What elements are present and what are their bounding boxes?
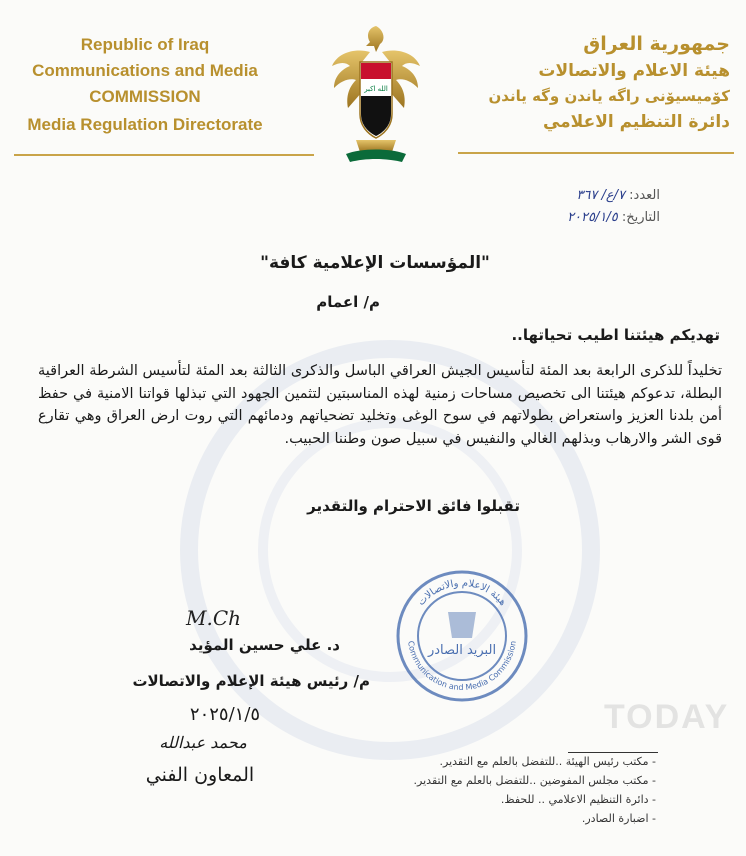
watermark-text: TODAY <box>604 698 730 736</box>
signatory-title: م/ رئيس هيئة الإعلام والاتصالات <box>132 672 370 690</box>
body-paragraph: تخليداً للذكرى الرابعة بعد المئة لتأسيس الجيش العراقي الباسل والذكرى الثالثة بعد المئة لتأسيس الشرطة العراقية البطلة، تدعوكم هيئتنا الى تخصيص مساحات زمنية لهذه المناسبتين لتثمين الجهود التي تبذلها قواتنا الامنية في حفظ أمن بلدنا العزيز واستعراض بطولاتهم في سوح الوغى وتخليد تضحياتهم ودمائهم التي روت ارض العراق وهي تقارع قوى الشر والارهاب وبذلهم الغالي والنفيس في سبيل صون وطننا الحبيب. <box>38 363 722 447</box>
ref-date-label: التاريخ: <box>621 210 660 225</box>
ref-date-value: ٢٠٢٥/١/٥ <box>567 210 618 225</box>
handwritten-date: ٢٠٢٥/١/٥ <box>189 704 261 725</box>
svg-text:الله اكبر: الله اكبر <box>364 85 388 93</box>
cc-item: - مكتب مجلس المفوضين ..للتفضل بالعلم مع التقدير. <box>413 774 656 787</box>
signatory-name: د. علي حسين المؤيد <box>189 636 340 654</box>
ref-date-row <box>510 207 660 229</box>
stamp-english-text: Communication and Media Commission <box>406 640 518 693</box>
header-en-line-4: Media Regulation Directorate <box>27 115 263 134</box>
recipient: "المؤسسات الإعلامية كافة" <box>260 253 490 273</box>
cc-list <box>370 752 656 828</box>
ref-number-row <box>510 185 660 207</box>
ref-number-label: العدد: <box>629 188 660 203</box>
header-english <box>20 32 270 140</box>
iraq-emblem-icon <box>326 22 426 172</box>
header-en-line-2: Communications and Media <box>32 61 258 80</box>
cc-item: - اضبارة الصادر. <box>581 812 656 825</box>
greeting: تهديكم هيئتنا اطيب تحياتها.. <box>511 326 720 344</box>
header-ar-line-3: كۆمیسیۆنی راگه یاندن وگه یاندن <box>488 87 730 105</box>
stamp-arabic-text: هيئة الاعلام والاتصالات <box>415 577 509 608</box>
header-divider-right <box>458 152 734 154</box>
stamp-center-text: البريد الصادر <box>427 643 497 658</box>
cc-item: - دائرة التنظيم الاعلامي .. للحفظ. <box>500 793 656 806</box>
subject: م/ اعمام <box>316 293 380 311</box>
header-ar-line-2: هيئة الاعلام والاتصالات <box>538 61 730 81</box>
header-arabic <box>450 30 730 136</box>
header-en-line-3: COMMISSION <box>89 87 201 106</box>
handwritten-name: محمد عبدالله <box>159 733 247 752</box>
header-ar-line-1: جمهورية العراق <box>583 33 730 55</box>
header-en-line-1: Republic of Iraq <box>80 35 210 54</box>
header-ar-line-4: دائرة التنظيم الاعلامي <box>542 112 730 132</box>
header-divider-left <box>14 154 314 156</box>
reference-block <box>510 185 660 229</box>
closing: تقبلوا فائق الاحترام والتقدير <box>307 497 520 515</box>
cc-item: - مكتب رئيس الهيئة ..للتفضل بالعلم مع التقدير. <box>439 755 656 768</box>
signature-scribble: M.Ch <box>186 606 242 630</box>
official-stamp <box>394 568 530 704</box>
handwritten-title: المعاون الفني <box>145 764 255 786</box>
ref-number-value: ٧/ع/ ٣٦٧ <box>576 188 626 203</box>
